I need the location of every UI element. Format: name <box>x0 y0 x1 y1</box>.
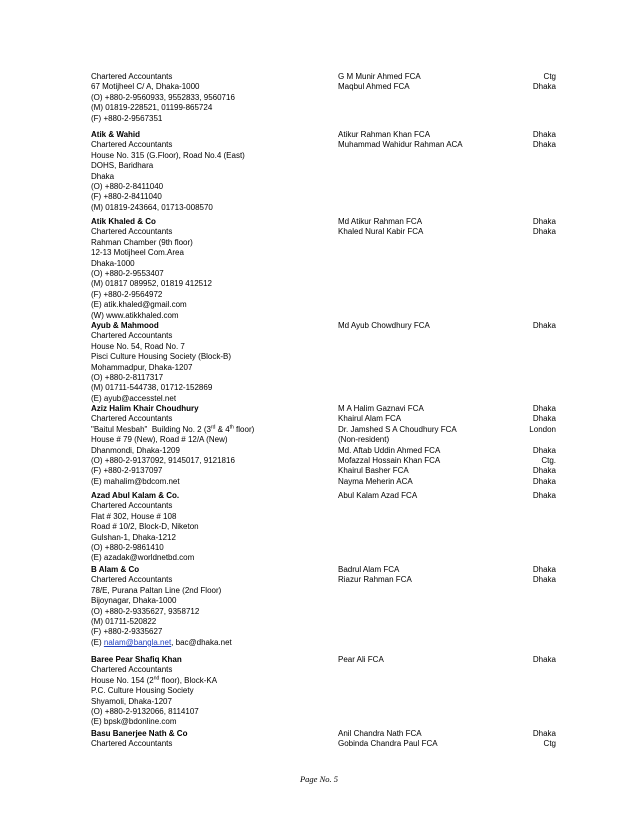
partner-city: Dhaka <box>532 445 556 455</box>
partner-name: Badrul Alam FCA <box>338 565 400 574</box>
address-line: (F) +880-2-9564972 <box>91 289 163 299</box>
partner-name: Atikur Rahman Khan FCA <box>338 130 431 139</box>
address-line: (F) +880-2-9567351 <box>91 113 163 123</box>
address-line: (O) +880-2-9132066, 8114107 <box>91 706 199 716</box>
partner-name: Pear Ali FCA <box>338 655 384 664</box>
firm-name: Aziz Halim Khair Choudhury <box>91 404 199 413</box>
address-line: Bijoynagar, Dhaka-1000 <box>91 596 177 606</box>
partner-cities <box>486 321 556 331</box>
address-line: (M) 01711-520822 <box>91 616 157 626</box>
address-line: House # 79 (New), Road # 12/A (New) <box>91 435 228 445</box>
partner-city: Ctg <box>543 72 556 81</box>
address-line: Chartered Accountants <box>91 665 173 675</box>
address-line: (O) +880-2-9335627, 9358712 <box>91 606 200 616</box>
partner-city: Dhaka <box>532 217 556 226</box>
firm-address <box>91 130 336 213</box>
superscript: rd <box>210 424 216 431</box>
partner-cities <box>486 655 556 665</box>
partner-name: Nayma Meherin ACA <box>338 476 413 486</box>
partner-city: Dhaka <box>532 491 556 500</box>
address-line: (M) 01819-228521, 01199-865724 <box>91 103 213 113</box>
superscript: th <box>229 424 234 431</box>
address-line: Road # 10/2, Block-D, Niketon <box>91 522 199 532</box>
firm-address <box>91 404 336 487</box>
partner-name: Muhammad Wahidur Rahman ACA <box>338 140 463 150</box>
partner-cities <box>486 217 556 238</box>
address-line: (W) www.atikkhaled.com <box>91 310 179 320</box>
address-line: Chartered Accountants <box>91 575 173 585</box>
address-line: Chartered Accountants <box>91 72 173 81</box>
partner-name: Maqbul Ahmed FCA <box>338 82 410 92</box>
address-line: (F) +880-2-9137097 <box>91 466 163 476</box>
partner-name: Abul Kalam Azad FCA <box>338 491 418 500</box>
firm-address <box>91 217 336 321</box>
address-line: 78/E, Purana Paltan Line (2nd Floor) <box>91 585 222 595</box>
address-line: Flat # 302, House # 108 <box>91 511 177 521</box>
address-line: Dhanmondi, Dhaka-1209 <box>91 445 180 455</box>
address-line: Dhaka-1000 <box>91 258 135 268</box>
address-line: (O) +880-2-9137092, 9145017, 9121816 <box>91 455 235 465</box>
partner-city: Dhaka <box>532 414 556 424</box>
superscript: nd <box>153 675 160 682</box>
address-line: Dhaka <box>91 171 115 181</box>
address-line: Shyamoli, Dhaka-1207 <box>91 696 172 706</box>
address-line: House No. 315 (G.Floor), Road No.4 (East) <box>91 150 245 160</box>
partner-city: Dhaka <box>532 321 556 330</box>
address-line: (O) +880-2-8117317 <box>91 372 164 382</box>
partner-city: Dhaka <box>532 130 556 139</box>
partner-name: Gobinda Chandra Paul FCA <box>338 739 438 749</box>
address-line: Chartered Accountants <box>91 227 173 237</box>
address-line: (M) 01817 089952, 01819 412512 <box>91 279 212 289</box>
address-line: (E) atik.khaled@gmail.com <box>91 300 187 310</box>
partner-city: Ctg. <box>541 455 556 465</box>
address-line: (O) +880-2-9861410 <box>91 542 164 552</box>
address-line: (M) 01819-243664, 01713-008570 <box>91 202 213 212</box>
partner-name: Riazur Rahman FCA <box>338 575 412 585</box>
partner-city: Dhaka <box>532 82 556 92</box>
address-line: (M) 01711-544738, 01712-152869 <box>91 383 213 393</box>
address-line: (F) +880-2-9335627 <box>91 627 163 637</box>
address-line: Rahman Chamber (9th floor) <box>91 237 193 247</box>
partner-city: Dhaka <box>532 466 556 476</box>
partner-name: Md. Aftab Uddin Ahmed FCA <box>338 445 441 455</box>
page-number: Page No. 5 <box>299 774 338 784</box>
partner-city: Dhaka <box>532 729 556 738</box>
partner-city: Dhaka <box>532 565 556 574</box>
address-line: Mohammadpur, Dhaka-1207 <box>91 362 193 372</box>
address-line-building: "Baitul Mesbah" Building No. 2 (3rd & 4th floor) <box>91 424 255 434</box>
address-line: House No. 54, Road No. 7 <box>91 341 185 351</box>
partner-city: Dhaka <box>532 575 556 585</box>
address-line: (F) +880-2-8411040 <box>91 192 162 202</box>
address-line: Chartered Accountants <box>91 140 173 150</box>
email-suffix: , bac@dhaka.net <box>171 637 232 647</box>
address-line: 67 Motijheel C/ A, Dhaka-1000 <box>91 82 200 92</box>
firm-name: Basu Banerjee Nath & Co <box>91 729 188 738</box>
address-line: (O) +880-2-9560933, 9552833, 9560716 <box>91 92 235 102</box>
firm-name: Azad Abul Kalam & Co. <box>91 491 180 500</box>
firm-address <box>91 565 336 648</box>
partner-name: Anil Chandra Nath FCA <box>338 729 422 738</box>
partner-cities <box>486 404 556 487</box>
partner-cities <box>486 729 556 750</box>
firm-name: Baree Pear Shafiq Khan <box>91 655 182 664</box>
address-line-house: House No. 154 (2nd floor), Block-KA <box>91 675 218 685</box>
firm-address <box>91 72 336 124</box>
partner-city: Dhaka <box>532 227 556 237</box>
partner-name: Md Atikur Rahman FCA <box>338 217 423 226</box>
address-line: Pisci Culture Housing Society (Block-B) <box>91 352 232 362</box>
address-line: Chartered Accountants <box>91 739 173 749</box>
firm-address <box>91 655 336 728</box>
firm-address <box>91 321 336 404</box>
email-line <box>91 638 336 648</box>
firm-name: Atik & Wahid <box>91 130 141 139</box>
address-line: Chartered Accountants <box>91 414 173 424</box>
partner-name: G M Munir Ahmed FCA <box>338 72 421 81</box>
address-line: (O) +880-2-8411040 <box>91 181 164 191</box>
address-line: 12-13 Motijheel Com.Area <box>91 248 184 258</box>
partner-city: Dhaka <box>532 140 556 150</box>
email-link[interactable]: nalam@bangla.net <box>103 637 172 647</box>
partner-city: Dhaka <box>532 655 556 664</box>
partner-city: Dhaka <box>532 476 556 486</box>
partner-city: Ctg <box>543 739 556 749</box>
partner-cities <box>486 72 556 93</box>
partner-name: Md Ayub Chowdhury FCA <box>338 321 430 330</box>
partner-name: M A Halim Gaznavi FCA <box>338 404 424 413</box>
partner-city: Dhaka <box>532 404 556 413</box>
partner-cities <box>486 130 556 151</box>
firm-name: Atik Khaled & Co <box>91 217 156 226</box>
address-line: Gulshan-1, Dhaka-1212 <box>91 532 176 542</box>
partner-cities <box>486 491 556 501</box>
partner-name: (Non-resident) <box>338 435 390 445</box>
partner-name: Khaled Nural Kabir FCA <box>338 227 424 237</box>
firm-address <box>91 729 336 750</box>
address-line: (E) mahalim@bdcom.net <box>91 476 180 486</box>
address-line: (E) bpsk@bdonline.com <box>91 717 177 727</box>
address-line: Chartered Accountants <box>91 331 173 341</box>
address-line: DOHS, Baridhara <box>91 161 154 171</box>
address-line: (E) azadak@worldnetbd.com <box>91 553 195 563</box>
address-line: (O) +880-2-9553407 <box>91 268 164 278</box>
firm-address <box>91 491 336 564</box>
partner-city <box>486 435 556 445</box>
address-line: P.C. Culture Housing Society <box>91 686 194 696</box>
partner-name: Khairul Basher FCA <box>338 466 409 476</box>
partner-city: London <box>529 424 556 434</box>
partner-name: Mofazzal Hossain Khan FCA <box>338 455 441 465</box>
address-line: Chartered Accountants <box>91 501 173 511</box>
partner-name: Khairul Alam FCA <box>338 414 402 424</box>
partner-cities <box>486 565 556 586</box>
partner-name: Dr. Jamshed S A Choudhury FCA <box>338 424 457 434</box>
address-line: (E) ayub@accesstel.net <box>91 393 177 403</box>
email-prefix: (E) <box>91 637 104 647</box>
firm-name: B Alam & Co <box>91 565 140 574</box>
firm-name: Ayub & Mahmood <box>91 321 159 330</box>
